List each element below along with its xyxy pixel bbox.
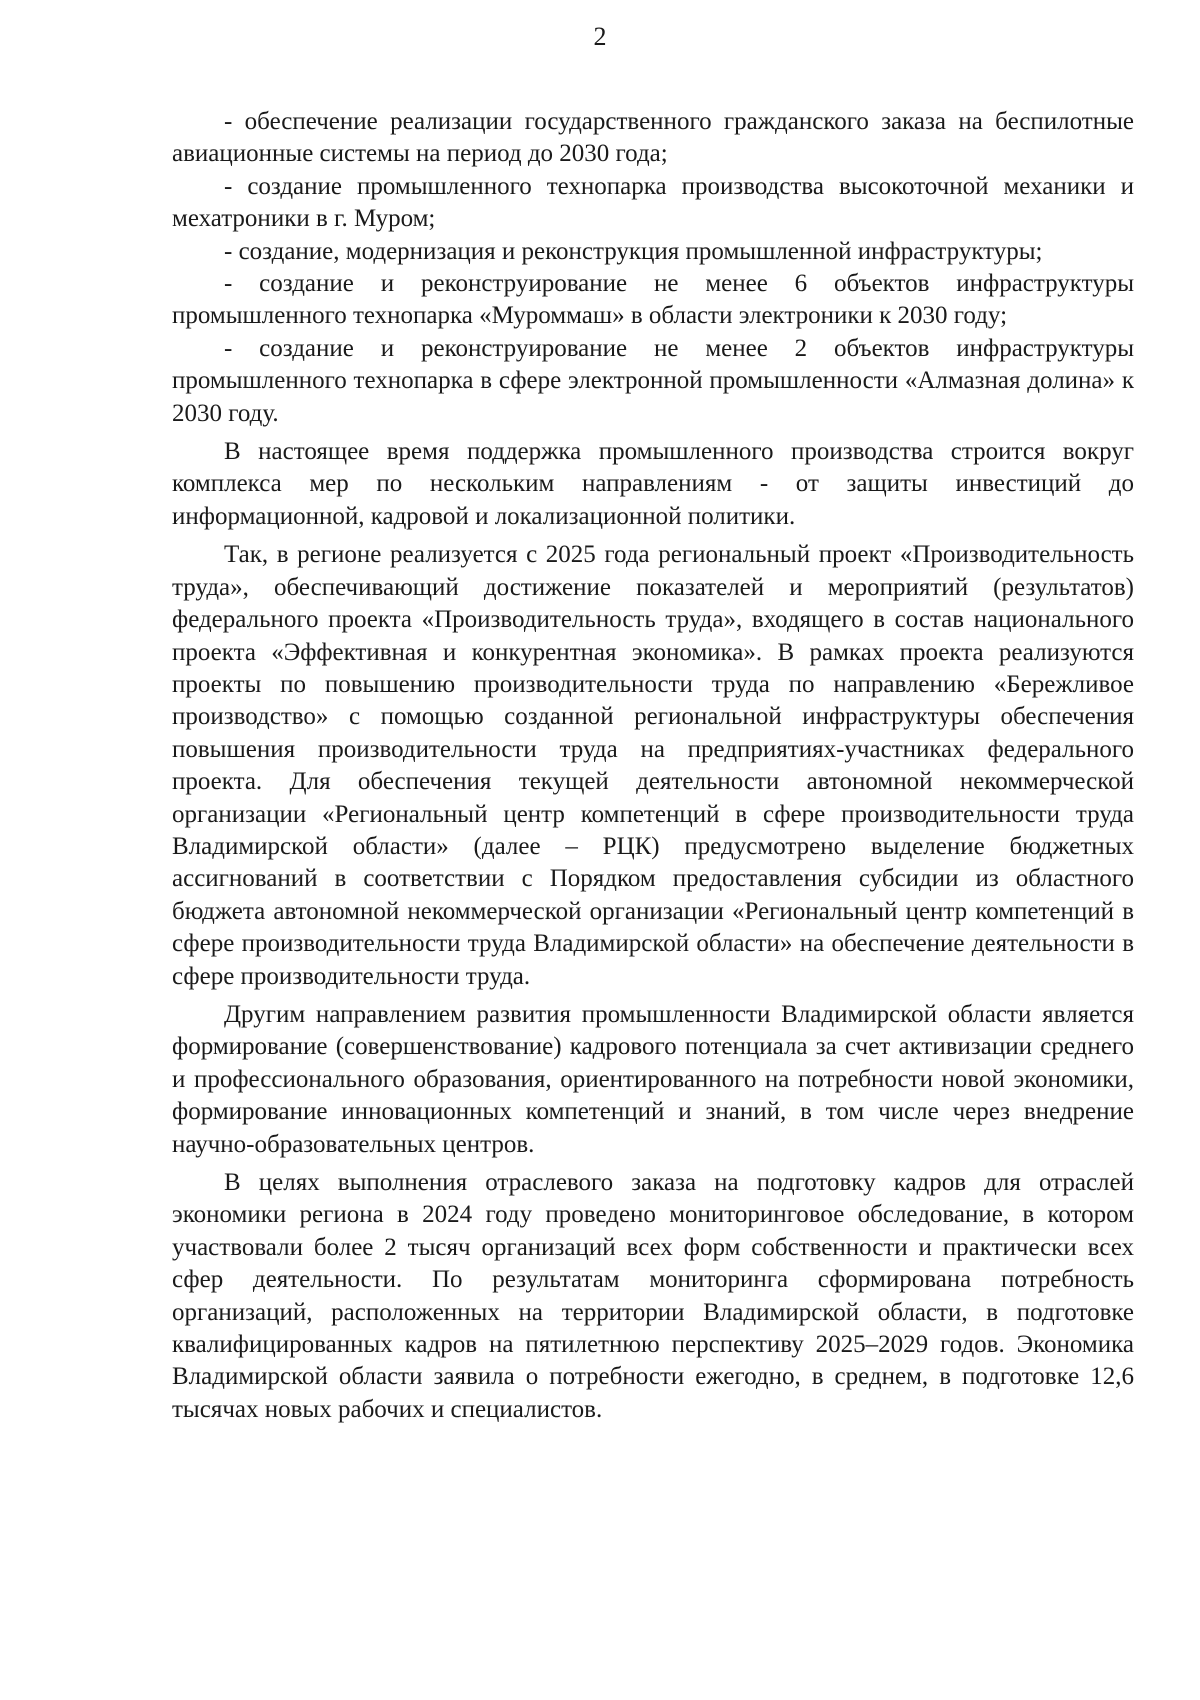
body-paragraph: В целях выполнения отраслевого заказа на подготовку кадров для отраслей экономики региона в 2024 году проведено мониторинговое обследование, в котором участвовали более 2 тысяч организаций всех форм собственности и практически всех сфер деятельности. По результатам мониторинга сформирована потребность организаций, расположенных на территории Владимирской области, в подготовке квалифицированных кадров на пятилетнюю перспективу 2025–2029 годов. Экономика Владимирской области заявила о потребности ежегодно, в среднем, в подготовке 12,6 тысячах новых рабочих и специалистов. (172, 1169, 1134, 1423)
list-item: - создание, модернизация и реконструкция промышленной инфраструктуры; (224, 237, 1043, 265)
page-number: 2 (593, 22, 607, 51)
body-paragraph: Так, в регионе реализуется с 2025 года региональный проект «Производительность труда», обеспечивающий достижение показателей и мероприятий (результатов) федерального проекта «Производительность труда», входящего в состав национального проекта «Эффективная и конкурентная экономика». В рамках проекта реализуются проекты по повышению производительности труда по направлению «Бережливое производство» с помощью созданной региональной инфраструктуры обеспечения повышения производительности труда на предприятиях-участниках федерального проекта. Для обеспечения текущей деятельности автономной некоммерческой организации «Региональный центр компетенций в сфере производительности труда Владимирской области» (далее – РЦК) предусмотрено выделение бюджетных ассигнований в соответствии с Порядком предоставления субсидии из областного бюджета автономной некоммерческой организации «Региональный центр компетенций в сфере производительности труда Владимирской области» на обеспечение деятельности в сфере производительности труда. (172, 541, 1134, 990)
list-item: - обеспечение реализации государственного гражданского заказа на беспилотные авиационные системы на период до 2030 года; (172, 108, 1134, 168)
list-item: - создание и реконструирование не менее 6 объектов инфраструктуры промышленного технопарка «Муроммаш» в области электроники к 2030 году; (172, 270, 1134, 330)
list-item: - создание промышленного технопарка производства высокоточной механики и мехатроники в г. Муром; (172, 172, 1134, 233)
document-body (172, 106, 1134, 1426)
list-item: - создание и реконструирование не менее 2 объектов инфраструктуры промышленного технопарка в сфере электронной промышленности «Алмазная долина» к 2030 году. (172, 334, 1134, 427)
body-paragraph: Другим направлением развития промышленности Владимирской области является формирование (совершенствование) кадрового потенциала за счет активизации среднего и профессионального образования, ориентированного на потребности новой экономики, формирование инновационных компетенций и знаний, в том числе через внедрение научно-образовательных центров. (172, 1000, 1134, 1158)
body-paragraph: В настоящее время поддержка промышленного производства строится вокруг комплекса мер по нескольким направлениям - от защиты инвестиций до информационной, кадровой и локализационной политики. (172, 438, 1134, 530)
